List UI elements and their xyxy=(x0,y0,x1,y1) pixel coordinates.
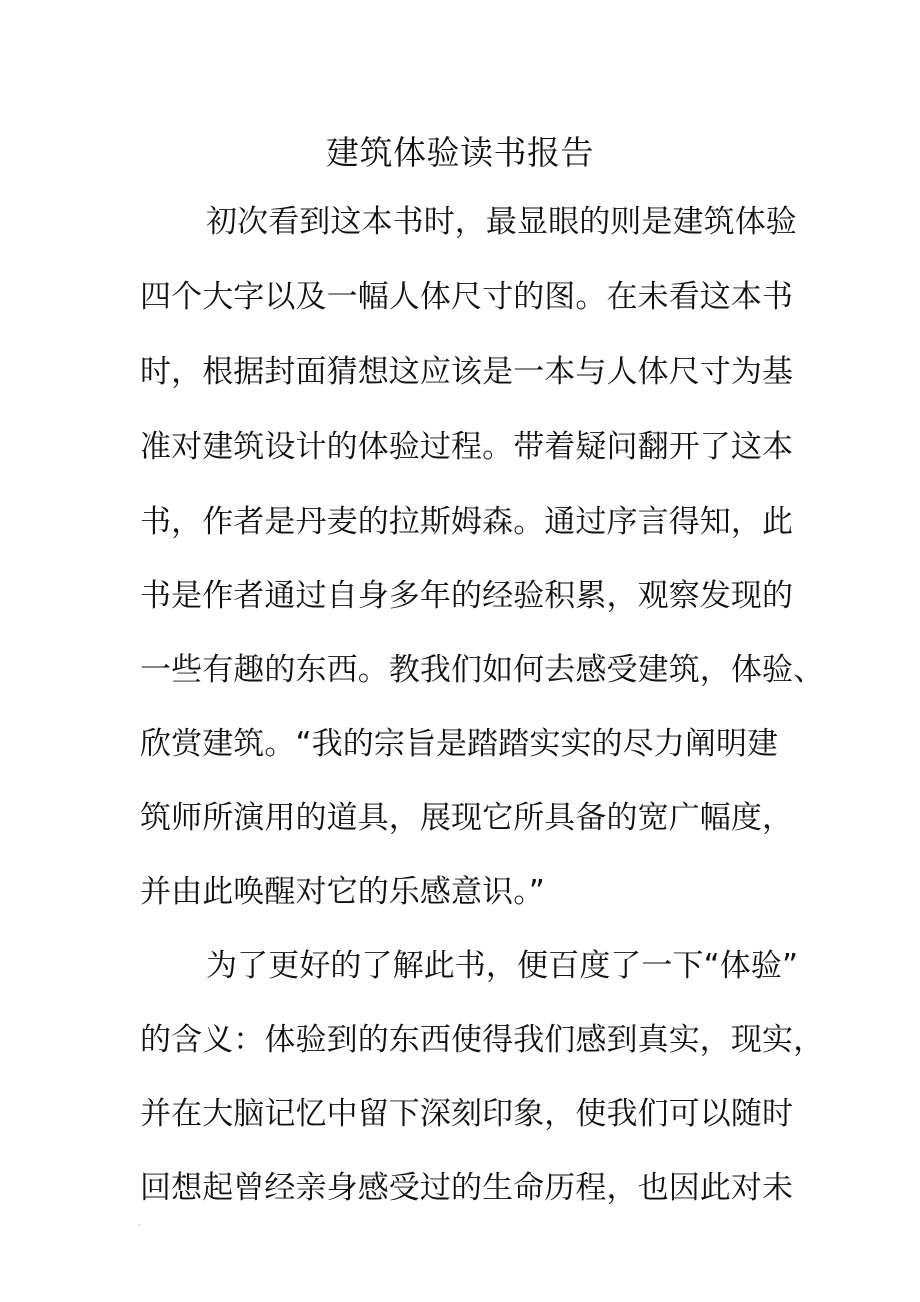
paragraph-line: 四个大字以及一幅人体尺寸的图。在未看这本书 xyxy=(140,279,794,315)
paragraph-line: 时，根据封面猜想这应该是一本与人体尺寸为基 xyxy=(140,354,794,390)
paragraph-line: 为了更好的了解此书，便百度了一下“体验” xyxy=(206,948,799,984)
paragraph-line: 筑师所演用的道具，展现它所具备的宽广幅度， xyxy=(140,800,794,836)
page-speck xyxy=(138,1224,141,1226)
paragraph-line: 准对建筑设计的体验过程。带着疑问翻开了这本 xyxy=(140,429,794,465)
paragraph-line: 回想起曾经亲身感受过的生命历程，也因此对未 xyxy=(140,1170,794,1206)
paragraph-line: 初次看到这本书时，最显眼的则是建筑体验 xyxy=(206,204,797,240)
document-title: 建筑体验读书报告 xyxy=(326,133,594,172)
paragraph-line: 并在大脑记忆中留下深刻印象，使我们可以随时 xyxy=(140,1096,794,1132)
paragraph-line: 的含义：体验到的东西使得我们感到真实，现实， xyxy=(140,1022,825,1058)
paragraph-line: 一些有趣的东西。教我们如何去感受建筑，体验、 xyxy=(140,652,825,688)
paragraph-line: 书是作者通过自身多年的经验积累，观察发现的 xyxy=(140,578,794,614)
paragraph-line: 书，作者是丹麦的拉斯姆森。通过序言得知，此 xyxy=(140,504,794,540)
paragraph-line: 并由此唤醒对它的乐感意识。” xyxy=(140,874,545,910)
paragraph-line: 欣赏建筑。“我的宗旨是踏踏实实的尽力阐明建 xyxy=(140,726,779,762)
